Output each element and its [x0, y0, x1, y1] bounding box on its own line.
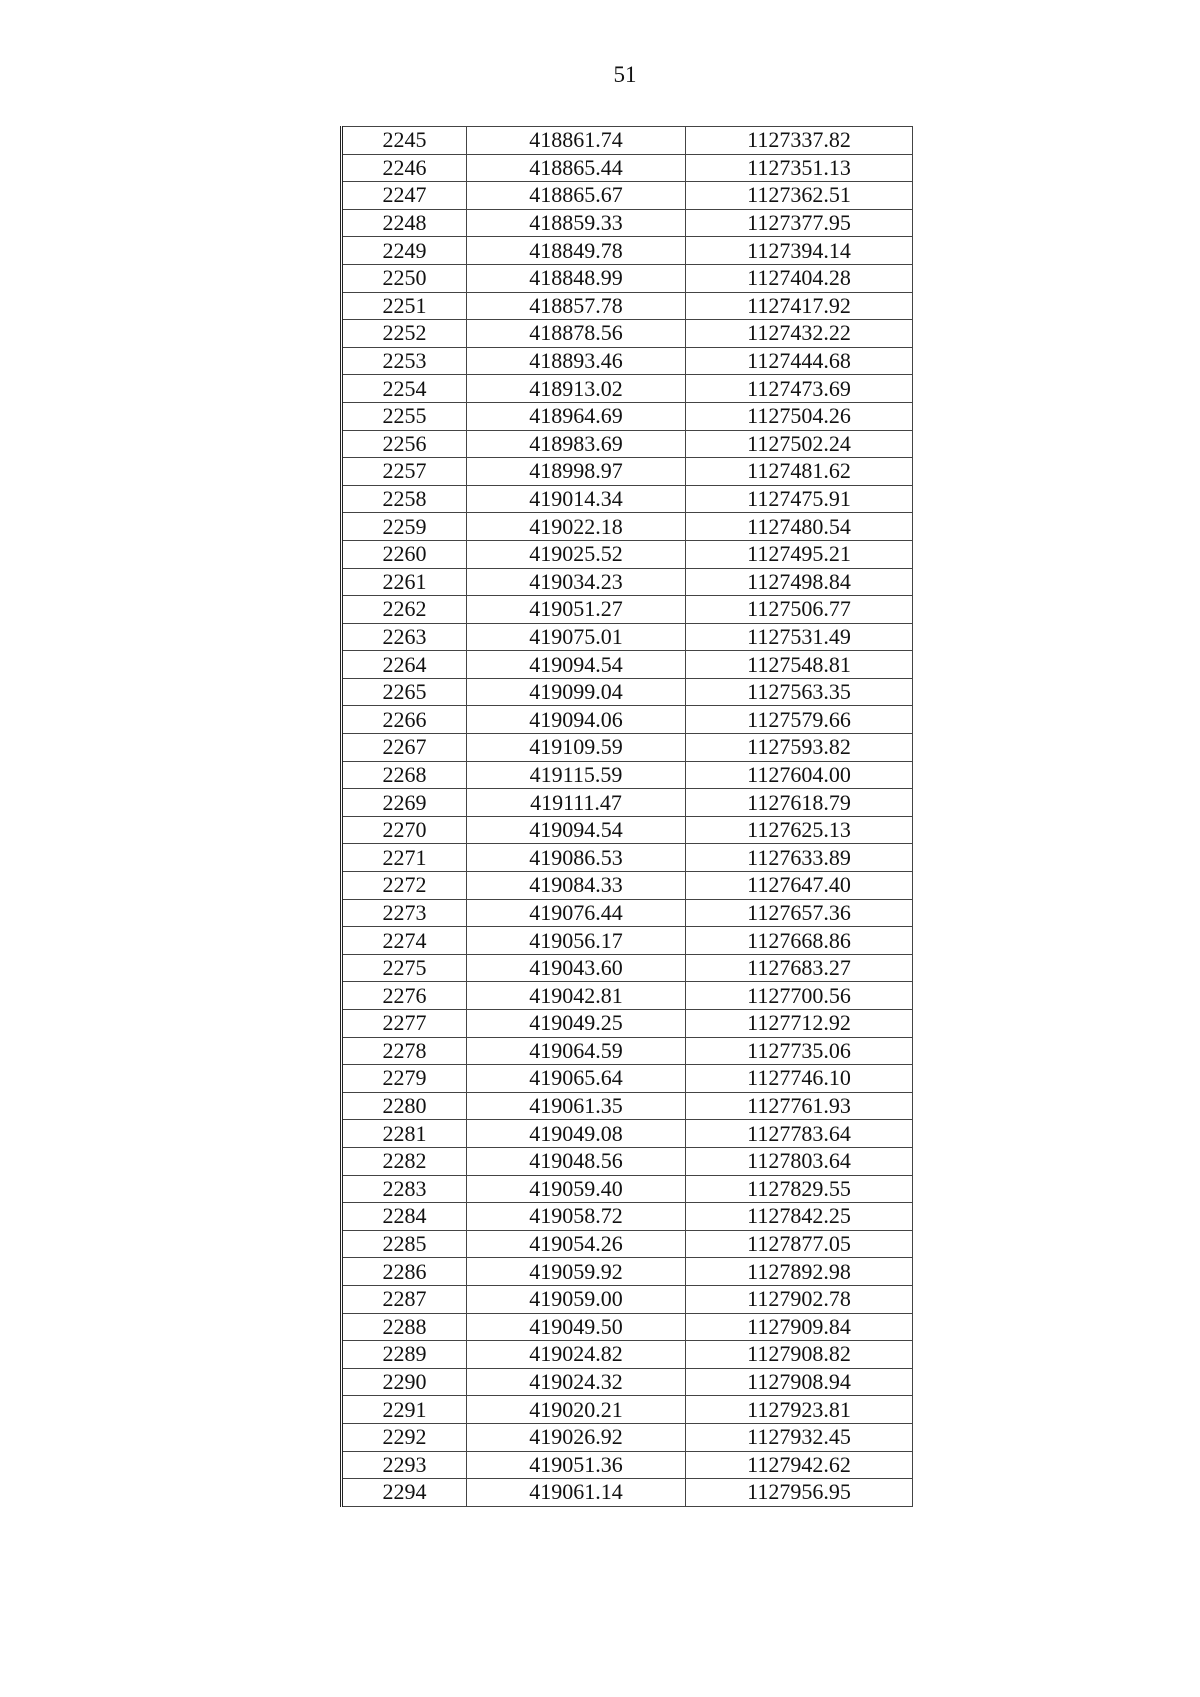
y-coordinate-cell: 1127657.36 [686, 899, 913, 927]
table-row [342, 568, 913, 596]
table-row [342, 1230, 913, 1258]
point-number-cell: 2263 [342, 623, 467, 651]
page-number: 51 [613, 62, 637, 87]
point-number-cell: 2277 [342, 1010, 467, 1038]
y-coordinate-cell: 1127548.81 [686, 651, 913, 679]
table-body [342, 127, 913, 1507]
point-number-cell: 2283 [342, 1175, 467, 1203]
y-coordinate-cell: 1127956.95 [686, 1479, 913, 1507]
table-row [342, 485, 913, 513]
table-row [342, 1451, 913, 1479]
point-number-cell: 2267 [342, 734, 467, 762]
x-coordinate-cell: 419026.92 [467, 1423, 686, 1451]
point-number-cell: 2274 [342, 927, 467, 955]
point-number-cell: 2245 [342, 127, 467, 155]
table-row [342, 927, 913, 955]
x-coordinate-cell: 419059.40 [467, 1175, 686, 1203]
x-coordinate-cell: 418857.78 [467, 292, 686, 320]
x-coordinate-cell: 419049.08 [467, 1120, 686, 1148]
table-row [342, 872, 913, 900]
table-row [342, 844, 913, 872]
y-coordinate-cell: 1127803.64 [686, 1147, 913, 1175]
y-coordinate-cell: 1127932.45 [686, 1423, 913, 1451]
point-number-cell: 2266 [342, 706, 467, 734]
x-coordinate-cell: 419111.47 [467, 789, 686, 817]
coordinates-table [340, 126, 913, 1507]
point-number-cell: 2289 [342, 1341, 467, 1369]
table-row [342, 540, 913, 568]
y-coordinate-cell: 1127908.82 [686, 1341, 913, 1369]
table-row [342, 127, 913, 155]
y-coordinate-cell: 1127481.62 [686, 458, 913, 486]
y-coordinate-cell: 1127337.82 [686, 127, 913, 155]
table-row [342, 1285, 913, 1313]
x-coordinate-cell: 418865.67 [467, 182, 686, 210]
table-row [342, 954, 913, 982]
x-coordinate-cell: 419099.04 [467, 678, 686, 706]
y-coordinate-cell: 1127902.78 [686, 1285, 913, 1313]
table-row [342, 816, 913, 844]
table-row [342, 761, 913, 789]
point-number-cell: 2291 [342, 1396, 467, 1424]
point-number-cell: 2248 [342, 209, 467, 237]
x-coordinate-cell: 419058.72 [467, 1203, 686, 1231]
y-coordinate-cell: 1127593.82 [686, 734, 913, 762]
point-number-cell: 2287 [342, 1285, 467, 1313]
y-coordinate-cell: 1127877.05 [686, 1230, 913, 1258]
y-coordinate-cell: 1127495.21 [686, 540, 913, 568]
x-coordinate-cell: 419094.54 [467, 651, 686, 679]
y-coordinate-cell: 1127618.79 [686, 789, 913, 817]
point-number-cell: 2259 [342, 513, 467, 541]
table-row [342, 182, 913, 210]
table-row [342, 1203, 913, 1231]
x-coordinate-cell: 419094.06 [467, 706, 686, 734]
point-number-cell: 2268 [342, 761, 467, 789]
y-coordinate-cell: 1127531.49 [686, 623, 913, 651]
table-row [342, 1092, 913, 1120]
table-row [342, 789, 913, 817]
y-coordinate-cell: 1127683.27 [686, 954, 913, 982]
table-row [342, 734, 913, 762]
x-coordinate-cell: 419086.53 [467, 844, 686, 872]
table-row [342, 237, 913, 265]
y-coordinate-cell: 1127942.62 [686, 1451, 913, 1479]
y-coordinate-cell: 1127417.92 [686, 292, 913, 320]
x-coordinate-cell: 418983.69 [467, 430, 686, 458]
point-number-cell: 2255 [342, 402, 467, 430]
point-number-cell: 2281 [342, 1120, 467, 1148]
x-coordinate-cell: 419034.23 [467, 568, 686, 596]
point-number-cell: 2269 [342, 789, 467, 817]
point-number-cell: 2246 [342, 154, 467, 182]
x-coordinate-cell: 418893.46 [467, 347, 686, 375]
table-row [342, 458, 913, 486]
y-coordinate-cell: 1127668.86 [686, 927, 913, 955]
table-row [342, 1368, 913, 1396]
table-row [342, 1147, 913, 1175]
y-coordinate-cell: 1127362.51 [686, 182, 913, 210]
table-row [342, 651, 913, 679]
y-coordinate-cell: 1127923.81 [686, 1396, 913, 1424]
x-coordinate-cell: 419051.36 [467, 1451, 686, 1479]
table-row [342, 1258, 913, 1286]
y-coordinate-cell: 1127604.00 [686, 761, 913, 789]
point-number-cell: 2261 [342, 568, 467, 596]
x-coordinate-cell: 418865.44 [467, 154, 686, 182]
y-coordinate-cell: 1127908.94 [686, 1368, 913, 1396]
point-number-cell: 2247 [342, 182, 467, 210]
y-coordinate-cell: 1127735.06 [686, 1037, 913, 1065]
table-row [342, 264, 913, 292]
point-number-cell: 2249 [342, 237, 467, 265]
table-row [342, 513, 913, 541]
x-coordinate-cell: 419084.33 [467, 872, 686, 900]
point-number-cell: 2257 [342, 458, 467, 486]
y-coordinate-cell: 1127480.54 [686, 513, 913, 541]
y-coordinate-cell: 1127761.93 [686, 1092, 913, 1120]
point-number-cell: 2271 [342, 844, 467, 872]
x-coordinate-cell: 419022.18 [467, 513, 686, 541]
y-coordinate-cell: 1127404.28 [686, 264, 913, 292]
y-coordinate-cell: 1127712.92 [686, 1010, 913, 1038]
table-row [342, 596, 913, 624]
table-row [342, 1037, 913, 1065]
y-coordinate-cell: 1127625.13 [686, 816, 913, 844]
table-row [342, 1341, 913, 1369]
y-coordinate-cell: 1127475.91 [686, 485, 913, 513]
point-number-cell: 2278 [342, 1037, 467, 1065]
table-row [342, 154, 913, 182]
point-number-cell: 2285 [342, 1230, 467, 1258]
point-number-cell: 2292 [342, 1423, 467, 1451]
table-row [342, 1120, 913, 1148]
point-number-cell: 2256 [342, 430, 467, 458]
y-coordinate-cell: 1127504.26 [686, 402, 913, 430]
x-coordinate-cell: 419076.44 [467, 899, 686, 927]
table-row [342, 1396, 913, 1424]
table-row [342, 1313, 913, 1341]
x-coordinate-cell: 419020.21 [467, 1396, 686, 1424]
point-number-cell: 2272 [342, 872, 467, 900]
y-coordinate-cell: 1127842.25 [686, 1203, 913, 1231]
point-number-cell: 2264 [342, 651, 467, 679]
table-row [342, 678, 913, 706]
table-row [342, 1010, 913, 1038]
y-coordinate-cell: 1127579.66 [686, 706, 913, 734]
x-coordinate-cell: 419056.17 [467, 927, 686, 955]
point-number-cell: 2273 [342, 899, 467, 927]
x-coordinate-cell: 419094.54 [467, 816, 686, 844]
x-coordinate-cell: 419043.60 [467, 954, 686, 982]
table-row [342, 623, 913, 651]
x-coordinate-cell: 419024.82 [467, 1341, 686, 1369]
point-number-cell: 2290 [342, 1368, 467, 1396]
point-number-cell: 2280 [342, 1092, 467, 1120]
y-coordinate-cell: 1127394.14 [686, 237, 913, 265]
y-coordinate-cell: 1127563.35 [686, 678, 913, 706]
x-coordinate-cell: 419115.59 [467, 761, 686, 789]
x-coordinate-cell: 419065.64 [467, 1065, 686, 1093]
x-coordinate-cell: 419014.34 [467, 485, 686, 513]
y-coordinate-cell: 1127746.10 [686, 1065, 913, 1093]
table-row [342, 899, 913, 927]
point-number-cell: 2294 [342, 1479, 467, 1507]
table-row [342, 1065, 913, 1093]
y-coordinate-cell: 1127892.98 [686, 1258, 913, 1286]
x-coordinate-cell: 418848.99 [467, 264, 686, 292]
y-coordinate-cell: 1127444.68 [686, 347, 913, 375]
x-coordinate-cell: 419054.26 [467, 1230, 686, 1258]
x-coordinate-cell: 418849.78 [467, 237, 686, 265]
point-number-cell: 2279 [342, 1065, 467, 1093]
x-coordinate-cell: 419059.00 [467, 1285, 686, 1313]
table-row [342, 375, 913, 403]
x-coordinate-cell: 419061.14 [467, 1479, 686, 1507]
y-coordinate-cell: 1127502.24 [686, 430, 913, 458]
y-coordinate-cell: 1127909.84 [686, 1313, 913, 1341]
point-number-cell: 2276 [342, 982, 467, 1010]
y-coordinate-cell: 1127432.22 [686, 320, 913, 348]
table-row [342, 982, 913, 1010]
x-coordinate-cell: 418859.33 [467, 209, 686, 237]
y-coordinate-cell: 1127829.55 [686, 1175, 913, 1203]
y-coordinate-cell: 1127498.84 [686, 568, 913, 596]
x-coordinate-cell: 419048.56 [467, 1147, 686, 1175]
point-number-cell: 2252 [342, 320, 467, 348]
table-row [342, 1175, 913, 1203]
y-coordinate-cell: 1127377.95 [686, 209, 913, 237]
point-number-cell: 2254 [342, 375, 467, 403]
table-row [342, 430, 913, 458]
y-coordinate-cell: 1127647.40 [686, 872, 913, 900]
point-number-cell: 2284 [342, 1203, 467, 1231]
point-number-cell: 2262 [342, 596, 467, 624]
point-number-cell: 2282 [342, 1147, 467, 1175]
table-row [342, 706, 913, 734]
point-number-cell: 2251 [342, 292, 467, 320]
y-coordinate-cell: 1127783.64 [686, 1120, 913, 1148]
table-row [342, 1423, 913, 1451]
point-number-cell: 2288 [342, 1313, 467, 1341]
x-coordinate-cell: 418998.97 [467, 458, 686, 486]
table-row [342, 209, 913, 237]
x-coordinate-cell: 419109.59 [467, 734, 686, 762]
table-row [342, 1479, 913, 1507]
point-number-cell: 2258 [342, 485, 467, 513]
x-coordinate-cell: 418878.56 [467, 320, 686, 348]
table-row [342, 347, 913, 375]
x-coordinate-cell: 419049.50 [467, 1313, 686, 1341]
x-coordinate-cell: 419051.27 [467, 596, 686, 624]
y-coordinate-cell: 1127506.77 [686, 596, 913, 624]
point-number-cell: 2265 [342, 678, 467, 706]
point-number-cell: 2260 [342, 540, 467, 568]
x-coordinate-cell: 419075.01 [467, 623, 686, 651]
x-coordinate-cell: 419042.81 [467, 982, 686, 1010]
y-coordinate-cell: 1127700.56 [686, 982, 913, 1010]
x-coordinate-cell: 418913.02 [467, 375, 686, 403]
x-coordinate-cell: 419024.32 [467, 1368, 686, 1396]
x-coordinate-cell: 419025.52 [467, 540, 686, 568]
point-number-cell: 2270 [342, 816, 467, 844]
x-coordinate-cell: 418861.74 [467, 127, 686, 155]
y-coordinate-cell: 1127351.13 [686, 154, 913, 182]
x-coordinate-cell: 418964.69 [467, 402, 686, 430]
point-number-cell: 2286 [342, 1258, 467, 1286]
x-coordinate-cell: 419049.25 [467, 1010, 686, 1038]
y-coordinate-cell: 1127633.89 [686, 844, 913, 872]
table-row [342, 292, 913, 320]
point-number-cell: 2250 [342, 264, 467, 292]
x-coordinate-cell: 419059.92 [467, 1258, 686, 1286]
table-row [342, 402, 913, 430]
y-coordinate-cell: 1127473.69 [686, 375, 913, 403]
x-coordinate-cell: 419061.35 [467, 1092, 686, 1120]
point-number-cell: 2253 [342, 347, 467, 375]
point-number-cell: 2293 [342, 1451, 467, 1479]
table-row [342, 320, 913, 348]
x-coordinate-cell: 419064.59 [467, 1037, 686, 1065]
point-number-cell: 2275 [342, 954, 467, 982]
